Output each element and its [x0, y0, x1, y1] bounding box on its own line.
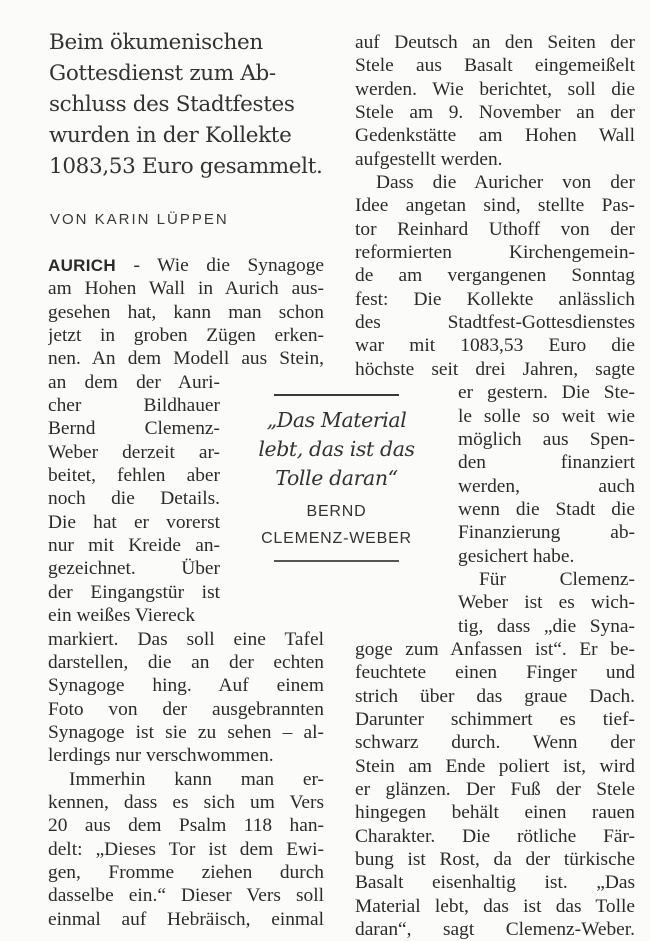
body-line: feuchtete einen Finger und	[355, 662, 635, 684]
body-line: Foto von der ausgebrannten	[48, 698, 324, 720]
lead-line: schluss des Stadtfestes	[49, 92, 295, 117]
byline: VON KARIN LÜPPEN	[50, 211, 229, 228]
body-line: aufgestellt werden.	[355, 148, 503, 170]
body-line: Dass die Auricher von der	[376, 172, 635, 194]
body-line: nen. An dem Modell aus Stein,	[48, 348, 324, 370]
body-line: tor Reinhard Uthoff von der	[355, 218, 635, 240]
body-line: Stele aus Basalt eingemeißelt	[355, 55, 635, 77]
body-line: Gedenkstätte am Hohen Wall	[355, 125, 635, 147]
body-line: Die hat er vorerst	[48, 511, 220, 533]
body-line: Immerhin kann man er-	[69, 768, 324, 790]
lead-line: Gottesdienst zum Ab-	[49, 61, 276, 86]
body-line: er glänzen. Der Fuß der Stele	[355, 779, 635, 800]
body-line: werden. Wie berichtet, soll die	[355, 78, 635, 100]
body-line: gezeichnet. Über	[48, 558, 220, 580]
body-line: Synagoge hing. Auf einem	[48, 675, 324, 697]
body-line: 20 aus dem Psalm 118 han-	[48, 815, 324, 837]
body-line: darstellen, die an der echten	[48, 651, 324, 673]
body-line: delt: „Dieses Tor ist dem Ewi-	[48, 838, 324, 860]
quote-text: „Das Material lebt, das ist das Tolle daran“	[258, 408, 415, 490]
body-line: gen, Fromme ziehen durch	[48, 861, 324, 883]
body-line: werden, auch	[458, 475, 635, 497]
body-line: Synagoge ist sie zu sehen – al-	[48, 721, 324, 743]
body-line: Darunter schimmert es tief-	[355, 708, 635, 730]
body-line: bung ist Rost, da der türkische	[355, 849, 635, 871]
body-line: auf Deutsch an den Seiten der	[355, 32, 635, 53]
body-line: Stele am 9. November an der	[355, 102, 635, 124]
body-line: reformierten Kirchengemein-	[355, 242, 635, 264]
body-line: noch die Details.	[48, 488, 220, 510]
body-line: wenn die Stadt die	[458, 498, 635, 520]
body-line: am Hohen Wall in Aurich aus-	[48, 278, 324, 300]
body-line: beitet, fehlen aber	[48, 465, 220, 487]
body-line: Finanzierung ab-	[458, 522, 635, 544]
body-line: war mit 1083,53 Euro die	[355, 335, 635, 357]
body-line: Für Clemenz-	[479, 568, 635, 590]
body-line: nur mit Kreide an-	[48, 535, 220, 557]
body-line: ein weißes Viereck	[48, 605, 196, 627]
body-line: an dem der Auri-	[48, 371, 220, 393]
body-line: hingegen behält einen rauen	[355, 802, 635, 824]
body-line: Weber derzeit ar-	[48, 441, 220, 463]
body-line: tig, dass „die Syna-	[458, 615, 635, 637]
body-line: goge zum Anfassen ist“. Er be-	[355, 638, 635, 660]
lead-line: 1083,53 Euro gesammelt.	[49, 154, 323, 179]
right-narrow-block	[458, 381, 635, 638]
body-line: Material lebt, das ist das Tolle	[355, 895, 635, 917]
left-narrow-block	[48, 371, 220, 628]
body-line: kennen, dass es sich um Vers	[48, 791, 324, 813]
body-line: er gestern. Die Ste-	[458, 382, 635, 404]
body-line: Weber ist es wich-	[458, 592, 635, 614]
body-line: fest: Die Kollekte anlässlich	[355, 288, 635, 310]
body-line: dasselbe ein.“ Dieser Vers soll	[48, 885, 324, 907]
body-line: Charakter. Die rötliche Fär-	[355, 825, 635, 847]
quote-author: BERND CLEMENZ-WEBER	[261, 503, 412, 547]
body-line: strich über das graue Dach.	[355, 685, 635, 707]
body-line: lerdings nur verschwommen.	[48, 745, 274, 767]
body-line: Stein am Ende poliert ist, wird	[355, 755, 635, 777]
left-column	[48, 254, 324, 931]
body-line: höchste seit drei Jahren, sagte	[355, 358, 635, 380]
body-line: des Stadtfest-Gottesdienstes	[355, 312, 635, 334]
body-line: markiert. Das soll eine Tafel	[48, 628, 324, 650]
body-line: gesehen hat, kann man schon	[48, 301, 324, 323]
article-lead	[49, 27, 339, 182]
body-line: den finanziert	[458, 452, 635, 474]
lead-line: Beim ökumenischen	[49, 30, 263, 55]
body-line: gesichert habe.	[458, 545, 575, 567]
body-line: möglich aus Spen-	[458, 428, 635, 450]
body-line: de am vergangenen Sonntag	[355, 265, 635, 287]
body-line: cher Bildhauer	[48, 395, 220, 417]
body-line: jetzt in groben Zügen erken-	[48, 325, 324, 347]
body-line: AURICH - Wie die Synagoge	[48, 255, 324, 276]
lead-line: wurden in der Kollekte	[49, 123, 292, 148]
dateline: AURICH	[48, 256, 116, 275]
body-line: einmal auf Hebräisch, einmal	[48, 908, 324, 930]
right-column	[355, 31, 635, 941]
body-line: schwarz durch. Wenn der	[355, 732, 635, 754]
body-line: der Eingangstür ist	[48, 581, 220, 603]
body-line: Bernd Clemenz-	[48, 418, 220, 440]
body-line: le solle so weit wie	[458, 405, 635, 427]
body-line: Basalt eisenhaltig ist. „Das	[355, 872, 635, 894]
body-line: daran“, sagt Clemenz-Weber.	[355, 919, 635, 941]
body-line: Idee angetan sind, stellte Pas-	[355, 195, 635, 217]
